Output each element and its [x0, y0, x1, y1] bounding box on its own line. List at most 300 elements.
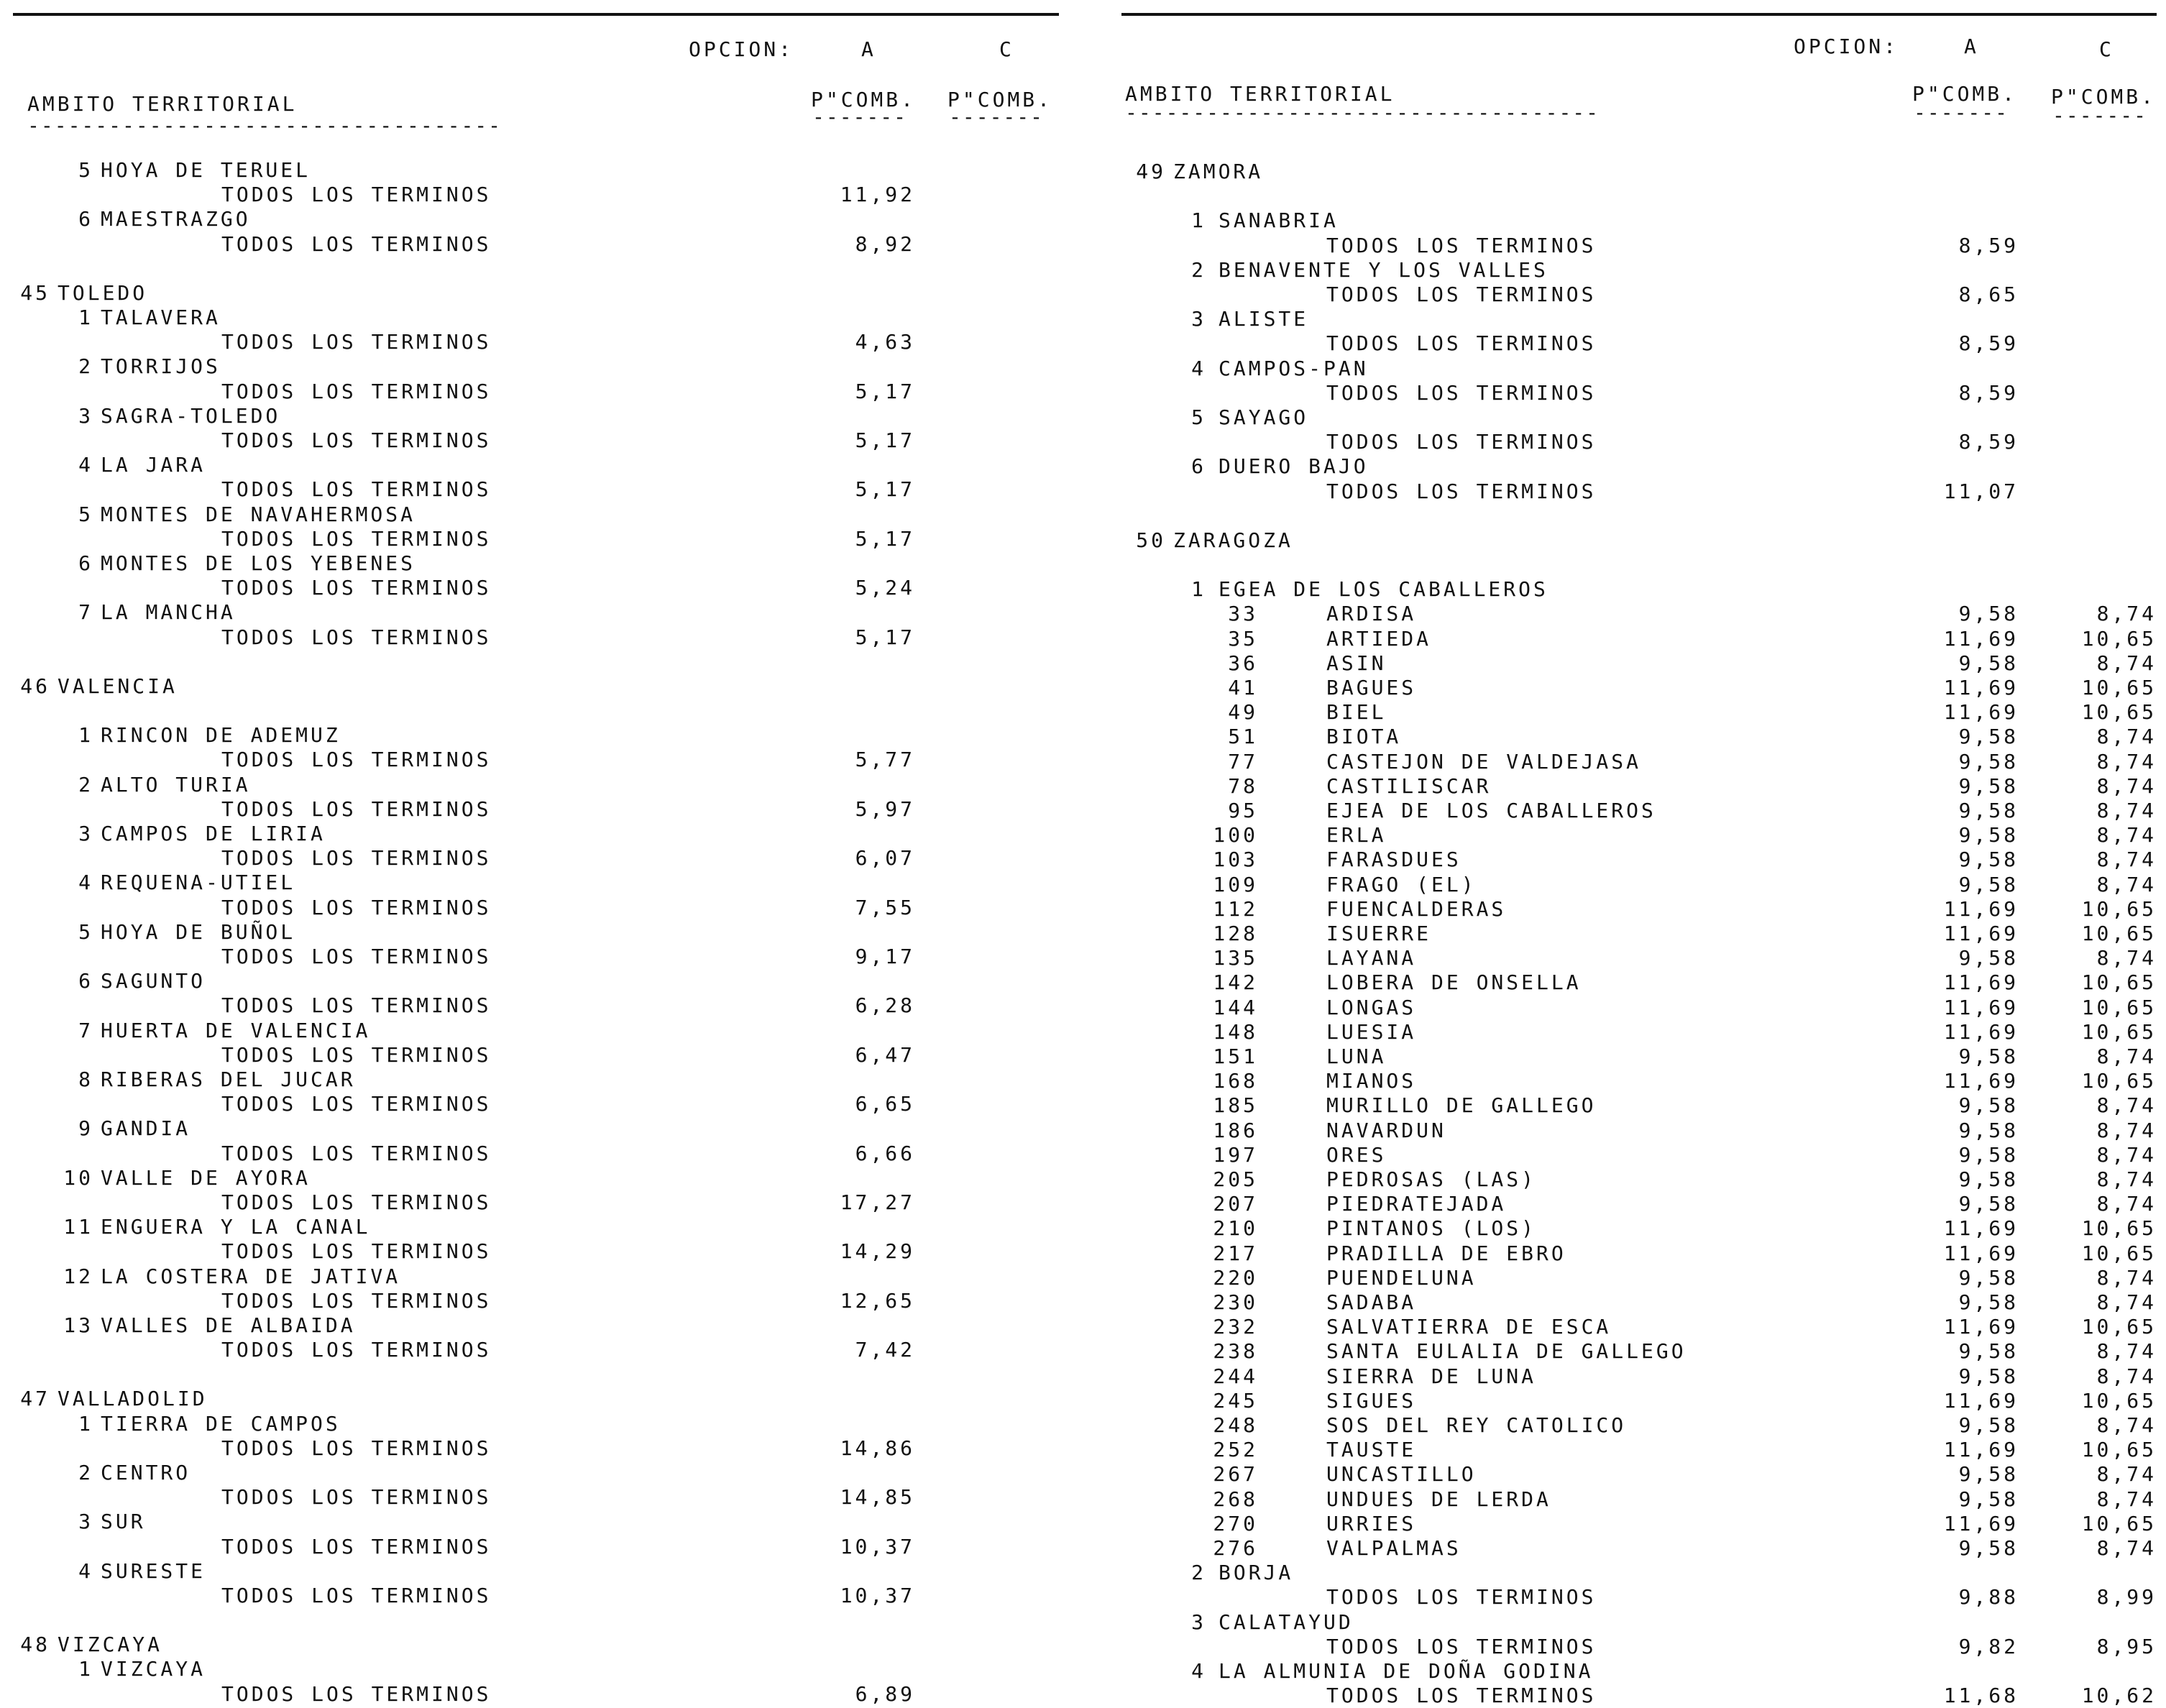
entry-name: MURILLO DE GALLEGO [1326, 1093, 1597, 1118]
entry-code: 148 [1213, 1019, 1258, 1044]
municipality-row [1121, 1512, 2157, 1536]
entry-name: FRAGO (EL) [1326, 872, 1477, 896]
municipality-row [1121, 897, 2157, 922]
comarca-row [13, 1116, 1059, 1141]
comarca-row [13, 354, 1059, 379]
comarca-row [13, 1313, 1059, 1338]
entry-name: TODOS LOS TERMINOS [221, 183, 492, 207]
value-c: 10,65 [2081, 1216, 2157, 1241]
entry-code: 248 [1213, 1413, 1258, 1437]
value-c: 8,74 [2096, 872, 2157, 896]
province-row [13, 281, 1059, 306]
entry-code: 2 [78, 354, 93, 379]
entry-name: TODOS LOS TERMINOS [221, 231, 492, 256]
entry-name: REQUENA-UTIEL [101, 871, 296, 895]
entry-code: 1 [78, 1411, 93, 1436]
entry-code: 3 [1191, 1610, 1206, 1634]
value-c: 10,65 [2081, 676, 2157, 699]
entry-code: 9 [78, 1116, 93, 1141]
entry-name: ZARAGOZA [1173, 528, 1293, 552]
entry-code: 1 [78, 1657, 93, 1681]
entry-code: 6 [78, 551, 93, 575]
municipality-row [1121, 1266, 2157, 1290]
entry-name: TODOS LOS TERMINOS [1326, 1634, 1597, 1658]
entry-name: ERLA [1326, 823, 1387, 848]
municipality-row [1121, 627, 2157, 651]
comarca-row [13, 306, 1059, 330]
value-c: 8,74 [2096, 773, 2157, 798]
comarca-row [13, 1657, 1059, 1681]
value-c: 8,74 [2096, 1142, 2157, 1167]
entry-code: 7 [78, 600, 93, 625]
entry-code: 267 [1213, 1462, 1258, 1487]
terms-row [13, 1584, 1059, 1608]
entry-code: 8 [78, 1068, 93, 1091]
comarca-row [13, 453, 1059, 477]
municipality-row [1121, 1462, 2157, 1487]
entry-code: 4 [78, 453, 93, 477]
terms-row [1121, 283, 2157, 307]
comarca-row [1121, 1561, 2157, 1585]
municipality-row [1121, 1143, 2157, 1167]
municipality-row [1121, 700, 2157, 725]
comarca-row [1121, 1659, 2157, 1684]
terms-row [13, 1535, 1059, 1559]
comarca-row [13, 822, 1059, 846]
entry-name: LA JARA [101, 453, 206, 477]
value-a: 5,24 [855, 576, 915, 600]
pcomb-a-label: P"COMB. [811, 88, 917, 111]
entry-name: FARASDUES [1326, 848, 1461, 872]
value-a: 6,66 [855, 1141, 915, 1165]
entry-name: TODOS LOS TERMINOS [221, 477, 492, 502]
terms-row [13, 1043, 1059, 1068]
entry-code: 48 [20, 1633, 50, 1657]
municipality-row [1121, 1413, 2157, 1438]
terms-row [13, 993, 1059, 1018]
value-a: 11,69 [1943, 1438, 2019, 1462]
entry-code: 77 [1228, 749, 1258, 773]
value-a: 11,69 [1943, 995, 2019, 1019]
entry-code: 6 [78, 207, 93, 231]
value-c: 8,74 [2096, 1364, 2157, 1388]
entry-code: 3 [78, 403, 93, 428]
province-row [13, 674, 1059, 699]
top-rule [1121, 13, 2157, 16]
value-a: 5,77 [855, 748, 915, 772]
entry-name: TODOS LOS TERMINOS [1326, 331, 1597, 356]
value-a: 6,47 [855, 1042, 915, 1067]
entry-code: 207 [1213, 1192, 1258, 1216]
value-a: 9,58 [1958, 946, 2019, 970]
province-row [13, 1387, 1059, 1411]
entry-code: 4 [1191, 1659, 1206, 1683]
terms-row [13, 625, 1059, 650]
municipality-row [1121, 1536, 2157, 1561]
municipality-row [1121, 1167, 2157, 1192]
entry-name: TODOS LOS TERMINOS [221, 748, 492, 772]
entry-code: 6 [78, 969, 93, 993]
value-c: 8,74 [2096, 799, 2157, 822]
value-c: 8,74 [2096, 1339, 2157, 1364]
comarca-row [13, 1166, 1059, 1190]
entry-code: 3 [78, 1510, 93, 1534]
comarca-row [13, 723, 1059, 748]
pcomb-c-label: P"COMB. [947, 88, 1053, 111]
value-a: 17,27 [840, 1190, 915, 1214]
entry-code: 112 [1213, 896, 1258, 921]
value-a: 11,69 [1943, 1315, 2019, 1339]
entry-name: SAGUNTO [101, 969, 206, 993]
entry-code: 109 [1213, 872, 1258, 896]
entry-name: ASIN [1326, 651, 1387, 675]
value-c: 8,74 [2096, 848, 2157, 872]
entry-name: TODOS LOS TERMINOS [1326, 233, 1597, 257]
entry-code: 11 [63, 1215, 93, 1239]
municipality-row [1121, 602, 2157, 626]
value-a: 11,69 [1943, 626, 2019, 651]
entry-name: TALAVERA [101, 306, 221, 329]
entry-code: 144 [1213, 995, 1258, 1019]
left-column [13, 0, 1059, 1706]
entry-name: TODOS LOS TERMINOS [221, 1338, 492, 1362]
value-a: 7,42 [855, 1338, 915, 1362]
entry-name: TORRIJOS [101, 354, 221, 379]
entry-code: 6 [1191, 454, 1206, 479]
entry-name: EJEA DE LOS CABALLEROS [1326, 799, 1656, 822]
entry-name: MONTES DE LOS YEBENES [101, 551, 416, 575]
value-c: 10,65 [2081, 1069, 2157, 1093]
entry-code: 49 [1228, 700, 1258, 725]
value-a: 9,58 [1958, 799, 2019, 822]
value-a: 11,69 [1943, 970, 2019, 995]
value-a: 9,58 [1958, 1093, 2019, 1118]
terms-row [1121, 1635, 2157, 1659]
entry-name: SOS DEL REY CATOLICO [1326, 1413, 1627, 1437]
entry-name: ORES [1326, 1142, 1387, 1167]
comarca-row [1121, 577, 2157, 602]
entry-name: RIBERAS DEL JUCAR [101, 1068, 356, 1091]
entry-name: MIANOS [1326, 1069, 1417, 1093]
municipality-row [1121, 1290, 2157, 1315]
entry-name: ALISTE [1219, 307, 1309, 331]
municipality-row [1121, 1119, 2157, 1143]
entry-code: 33 [1228, 602, 1258, 626]
value-a: 4,63 [855, 330, 915, 354]
comarca-row [13, 920, 1059, 945]
entry-name: TODOS LOS TERMINOS [221, 330, 492, 354]
terms-row [13, 1142, 1059, 1166]
province-row [13, 1633, 1059, 1657]
terms-row [13, 846, 1059, 871]
entry-name: TODOS LOS TERMINOS [221, 1042, 492, 1067]
entry-name: ISUERRE [1326, 922, 1432, 945]
entry-name: ARTIEDA [1326, 626, 1432, 651]
entry-code: 2 [78, 772, 93, 796]
municipality-row [1121, 1192, 2157, 1216]
comarca-row [13, 551, 1059, 576]
municipality-row [1121, 1487, 2157, 1512]
value-a: 6,89 [855, 1681, 915, 1706]
municipality-row [1121, 996, 2157, 1020]
value-c: 10,65 [2081, 1019, 2157, 1044]
entry-code: 3 [1191, 307, 1206, 331]
entry-name: VALPALMAS [1326, 1536, 1461, 1560]
terms-row [13, 330, 1059, 354]
entry-code: 41 [1228, 676, 1258, 699]
terms-row [13, 1436, 1059, 1461]
entry-code: 142 [1213, 970, 1258, 995]
value-c: 8,74 [2096, 1265, 2157, 1290]
entry-code: 4 [78, 871, 93, 895]
entry-code: 5 [78, 158, 93, 182]
value-a: 8,65 [1958, 283, 2019, 306]
terms-row [13, 1190, 1059, 1215]
entry-name: ARDISA [1326, 602, 1417, 626]
entry-name: TODOS LOS TERMINOS [221, 1092, 492, 1116]
value-c: 10,65 [2081, 970, 2157, 995]
entry-name: TODOS LOS TERMINOS [1326, 430, 1597, 454]
entry-name: TODOS LOS TERMINOS [221, 428, 492, 452]
comarca-row [13, 502, 1059, 527]
value-a: 11,69 [1943, 1216, 2019, 1241]
entry-name: SALVATIERRA DE ESCA [1326, 1315, 1612, 1339]
entry-code: 36 [1228, 651, 1258, 675]
entry-name: CAMPOS DE LIRIA [101, 822, 326, 845]
entry-name: HUERTA DE VALENCIA [101, 1018, 371, 1042]
value-a: 11,07 [1943, 479, 2019, 503]
entry-name: TODOS LOS TERMINOS [221, 625, 492, 649]
value-a: 9,17 [855, 945, 915, 968]
entry-name: TAUSTE [1326, 1438, 1417, 1462]
value-a: 6,65 [855, 1092, 915, 1116]
entry-code: 168 [1213, 1069, 1258, 1093]
entry-code: 4 [1191, 356, 1206, 380]
municipality-row [1121, 1093, 2157, 1118]
entry-name: ALTO TURIA [101, 772, 251, 796]
terms-row [13, 232, 1059, 257]
value-a: 11,69 [1943, 922, 2019, 945]
entry-code: 252 [1213, 1438, 1258, 1462]
value-a: 5,17 [855, 379, 915, 403]
terms-row [13, 527, 1059, 551]
value-a: 11,69 [1943, 676, 2019, 699]
entry-code: 238 [1213, 1339, 1258, 1364]
terms-row [13, 748, 1059, 772]
entry-code: 3 [78, 822, 93, 845]
province-row [1121, 528, 2157, 553]
value-a: 12,65 [840, 1288, 915, 1313]
entry-name: SANTA EULALIA DE GALLEGO [1326, 1339, 1687, 1364]
comarca-row [13, 871, 1059, 895]
entry-name: BORJA [1219, 1561, 1294, 1585]
value-a: 8,59 [1958, 233, 2019, 257]
top-rule [13, 13, 1059, 16]
comarca-row [13, 1461, 1059, 1485]
entry-name: URRIES [1326, 1511, 1417, 1535]
entry-code: 51 [1228, 725, 1258, 749]
entry-name: SIERRA DE LUNA [1326, 1364, 1537, 1388]
col-c-label: C [999, 37, 1014, 61]
value-c: 8,74 [2096, 1536, 2157, 1560]
value-a: 5,17 [855, 428, 915, 452]
value-c: 8,74 [2096, 749, 2157, 773]
entry-name: LUNA [1326, 1044, 1387, 1068]
value-a: 8,59 [1958, 430, 2019, 454]
entry-name: LAYANA [1326, 946, 1417, 970]
comarca-row [1121, 258, 2157, 283]
value-c: 8,74 [2096, 1462, 2157, 1487]
entry-name: SADABA [1326, 1290, 1417, 1314]
entry-name: TODOS LOS TERMINOS [221, 1190, 492, 1214]
value-a: 5,17 [855, 625, 915, 649]
ambito-underline: ----------------------------------- [1125, 101, 1600, 124]
entry-code: 13 [63, 1313, 93, 1337]
entry-name: PUENDELUNA [1326, 1265, 1477, 1290]
terms-row [13, 1239, 1059, 1264]
entry-name: TODOS LOS TERMINOS [221, 526, 492, 551]
entry-name: BAGUES [1326, 676, 1417, 699]
terms-row [13, 1289, 1059, 1313]
comarca-row [1121, 208, 2157, 233]
value-a: 9,88 [1958, 1585, 2019, 1610]
terms-row [13, 576, 1059, 600]
entry-name: TODOS LOS TERMINOS [221, 1485, 492, 1510]
entry-name: CASTILISCAR [1326, 773, 1492, 798]
entry-code: 7 [78, 1018, 93, 1042]
entry-name: UNDUES DE LERDA [1326, 1487, 1551, 1511]
value-a: 11,69 [1943, 1241, 2019, 1265]
value-c: 10,65 [2081, 896, 2157, 921]
col-a-label: A [1964, 35, 1979, 58]
entry-code: 47 [20, 1387, 50, 1411]
comarca-row [13, 773, 1059, 797]
entry-name: CASTEJON DE VALDEJASA [1326, 749, 1642, 773]
entry-name: SAYAGO [1219, 405, 1309, 429]
value-c: 10,65 [2081, 1438, 2157, 1462]
value-c: 8,74 [2096, 1167, 2157, 1191]
entry-name: BIOTA [1326, 725, 1402, 749]
entry-name: TODOS LOS TERMINOS [221, 379, 492, 403]
value-a: 9,58 [1958, 1536, 2019, 1560]
value-a: 9,58 [1958, 651, 2019, 675]
municipality-row [1121, 1315, 2157, 1339]
entry-name: TODOS LOS TERMINOS [221, 796, 492, 821]
value-a: 8,92 [855, 231, 915, 256]
municipality-row [1121, 1241, 2157, 1266]
entry-name: TODOS LOS TERMINOS [221, 1239, 492, 1264]
value-a: 9,58 [1958, 1339, 2019, 1364]
entry-code: 12 [63, 1264, 93, 1288]
entry-code: 2 [1191, 1561, 1206, 1585]
entry-name: LA MANCHA [101, 600, 236, 625]
entry-name: TODOS LOS TERMINOS [221, 993, 492, 1018]
value-a: 9,58 [1958, 725, 2019, 749]
value-a: 9,58 [1958, 773, 2019, 798]
terms-row [1121, 234, 2157, 258]
ambito-underline: ----------------------------------- [27, 114, 503, 137]
entry-name: VIZCAYA [58, 1633, 163, 1657]
entry-name: CAMPOS-PAN [1219, 356, 1369, 380]
entry-code: 50 [1136, 528, 1166, 552]
terms-row [13, 477, 1059, 502]
pcomb-a-underline: ------- [1914, 101, 2009, 124]
pcomb-c-label: P"COMB. [2051, 85, 2157, 109]
comarca-row [1121, 307, 2157, 331]
col-a-label: A [861, 37, 876, 61]
entry-name: TODOS LOS TERMINOS [1326, 380, 1597, 405]
entry-name: TODOS LOS TERMINOS [221, 846, 492, 871]
terms-row [1121, 381, 2157, 405]
value-c: 10,62 [2081, 1684, 2157, 1708]
entry-name: TODOS LOS TERMINOS [221, 945, 492, 968]
entry-code: 2 [1191, 257, 1206, 282]
municipality-row [1121, 823, 2157, 848]
terms-row [13, 896, 1059, 920]
entry-name: SUR [101, 1510, 146, 1534]
entry-name: MONTES DE NAVAHERMOSA [101, 502, 416, 526]
entry-code: 245 [1213, 1388, 1258, 1413]
municipality-row [1121, 1069, 2157, 1093]
opcion-label: OPCION: [1794, 35, 1899, 58]
value-c: 10,65 [2081, 1511, 2157, 1535]
comarca-row [13, 600, 1059, 625]
entry-code: 1 [1191, 208, 1206, 233]
municipality-row [1121, 750, 2157, 774]
entry-code: 205 [1213, 1167, 1258, 1191]
value-a: 9,58 [1958, 1487, 2019, 1511]
entry-code: 5 [78, 919, 93, 944]
value-c: 10,65 [2081, 1315, 2157, 1339]
value-a: 11,69 [1943, 1019, 2019, 1044]
value-a: 5,97 [855, 796, 915, 821]
entry-code: 232 [1213, 1315, 1258, 1339]
entry-name: PINTANOS (LOS) [1326, 1216, 1537, 1241]
entry-name: LA COSTERA DE JATIVA [101, 1264, 401, 1288]
ambito-label: AMBITO TERRITORIAL [1125, 82, 1395, 106]
value-c: 8,74 [2096, 651, 2157, 675]
value-c: 8,74 [2096, 1290, 2157, 1314]
entry-name: TOLEDO [58, 280, 148, 305]
value-c: 10,65 [2081, 922, 2157, 945]
entry-name: CENTRO [101, 1461, 191, 1484]
terms-row [13, 380, 1059, 404]
entry-code: 268 [1213, 1487, 1258, 1511]
entry-name: LA ALMUNIA DE DOÑA GODINA [1219, 1659, 1594, 1683]
terms-row [13, 428, 1059, 453]
value-a: 9,58 [1958, 1265, 2019, 1290]
pcomb-a-label: P"COMB. [1912, 82, 2018, 106]
value-c: 8,74 [2096, 725, 2157, 749]
comarca-row [1121, 454, 2157, 479]
terms-row [13, 183, 1059, 207]
entry-code: 270 [1213, 1511, 1258, 1535]
value-c: 10,65 [2081, 626, 2157, 651]
value-c: 10,65 [2081, 700, 2157, 725]
value-a: 14,86 [840, 1436, 915, 1460]
entry-name: NAVARDUN [1326, 1118, 1446, 1142]
entry-code: 103 [1213, 848, 1258, 872]
entry-name: PIEDRATEJADA [1326, 1192, 1507, 1216]
municipality-row [1121, 1044, 2157, 1069]
value-a: 11,69 [1943, 700, 2019, 725]
municipality-row [1121, 1020, 2157, 1044]
comarca-row [13, 1215, 1059, 1239]
entry-name: SANABRIA [1219, 208, 1339, 233]
value-a: 9,58 [1958, 1118, 2019, 1142]
entry-code: 5 [78, 502, 93, 526]
opcion-label: OPCION: [689, 37, 794, 61]
